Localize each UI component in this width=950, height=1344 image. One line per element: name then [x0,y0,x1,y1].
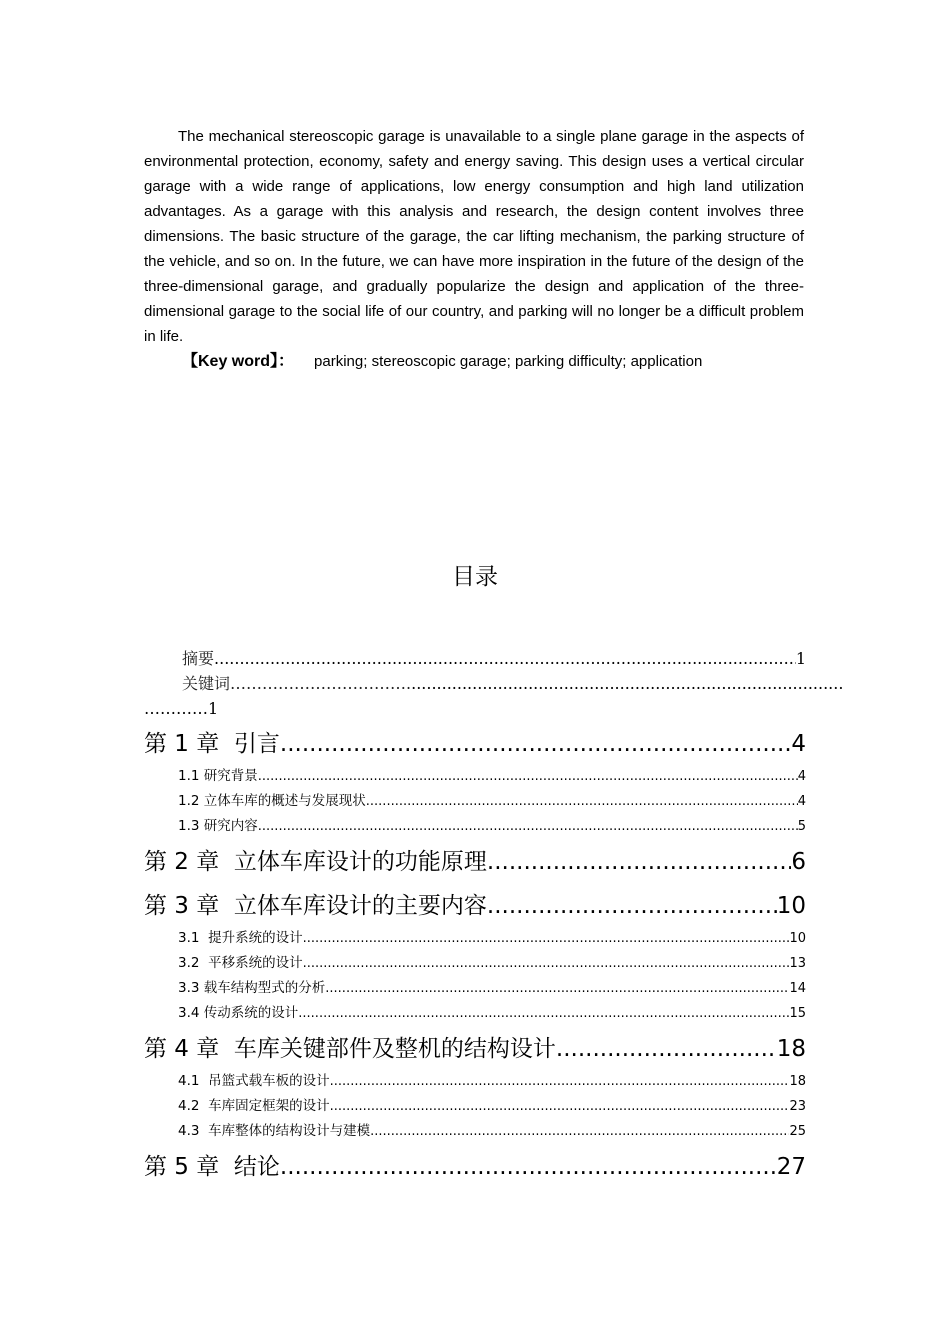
toc-leader-ellipsis: ……………………………. [230,674,412,693]
chapter-number: 第 3 章 [144,893,220,919]
section-page: 25 [789,1124,806,1139]
toc-leader-dots [214,646,796,671]
section-title: 载车结构型式的分析 [203,980,326,996]
toc-title: 目录 [452,564,498,590]
section-title: 提升系统的设计 [208,930,303,946]
toc-chapter-4[interactable] [144,1034,806,1064]
toc-chapter-1[interactable] [144,729,806,759]
section-number: 3.3 [178,980,200,996]
chapter-page: 18 [776,1036,806,1062]
toc-leader-dots [303,951,790,976]
toc-entry-label: 摘要 [182,649,215,668]
chapter-page: 4 [791,731,806,757]
section-number: 3.1 [178,930,200,946]
toc-leader-dots [280,729,791,759]
section-title: 研究内容 [203,818,258,834]
chapter-title: 立体车库设计的功能原理 [233,849,487,875]
toc-leader-dots [366,789,798,814]
section-page: 10 [789,931,806,946]
chapter-title: 立体车库设计的主要内容 [233,893,487,919]
toc-section-1-3[interactable] [144,814,806,839]
section-title: 研究背景 [203,768,258,784]
abstract-paragraph: The mechanical stereoscopic garage is unavailable to a single plane garage in the aspects of environmental protection, economy, safety and energy saving. This design uses a vertical circular garage with a wide range of applications, low energy consumption and high land utilization advantages. As a garage with this analysis and research, the design content involves three dimensions. The basic structure of the garage, the car lifting mechanism, the parking structure of the vehicle, and so on. In the future, we can have more inspiration in the future of the design of the three-dimensional garage, and gradually popularize the design and application of the three-dimensional garage to the social life of our country, and parking will no longer be a difficult problem in life. [144,128,804,345]
toc-section-3-2[interactable] [144,951,806,976]
toc-section-3-1[interactable] [144,926,806,951]
toc-entry-label: 关键词 [182,674,231,693]
section-page: 4 [797,769,806,784]
chapter-title: 结论 [233,1154,280,1180]
toc-section-1-1[interactable] [144,764,806,789]
toc-leader-dots [280,1152,777,1182]
toc-leader-dots [258,814,798,839]
section-page: 23 [789,1099,806,1114]
toc-leader-dots [556,1034,777,1064]
toc-leader-dots [303,926,790,951]
toc-chapter-2[interactable] [144,847,806,877]
chapter-number: 第 2 章 [144,849,220,875]
toc-section-1-2[interactable] [144,789,806,814]
section-number: 4.3 [178,1123,200,1139]
section-number: 1.3 [178,818,200,834]
toc-leader-dots [411,671,844,696]
section-number: 4.2 [178,1098,200,1114]
toc-entry-page: 1 [208,699,219,718]
toc-chapter-3[interactable] [144,891,806,921]
toc-leader-dots [370,1119,789,1144]
section-title: 车库整体的结构设计与建模 [208,1123,371,1139]
section-number: 1.2 [178,793,200,809]
toc-leader-dots [330,1069,790,1094]
chapter-page: 27 [776,1154,806,1180]
toc-leader-dots [330,1094,790,1119]
toc-entry-page: 1 [795,649,806,668]
section-title: 立体车库的概述与发展现状 [203,793,366,809]
toc-entry-abstract[interactable] [144,646,806,671]
toc-leader-dots [325,976,789,1001]
chapter-number: 第 4 章 [144,1036,220,1062]
chapter-title: 引言 [233,731,280,757]
toc-section-3-4[interactable] [144,1001,806,1026]
toc-leader-dots [487,891,777,921]
section-number: 4.1 [178,1073,200,1089]
toc-chapter-5[interactable] [144,1152,806,1182]
chapter-number: 第 5 章 [144,1154,220,1180]
section-page: 5 [797,819,806,834]
toc-section-4-2[interactable] [144,1094,806,1119]
chapter-number: 第 1 章 [144,731,220,757]
keywords-line [182,349,702,374]
toc-leader-dots [258,764,798,789]
chapter-title: 车库关键部件及整机的结构设计 [233,1036,556,1062]
toc-section-4-1[interactable] [144,1069,806,1094]
section-page: 15 [789,1006,806,1021]
chapter-page: 6 [791,849,806,875]
section-page: 4 [797,794,806,809]
chapter-page: 10 [776,893,806,919]
toc-leader-dots [487,847,791,877]
abstract-block [144,124,804,349]
section-title: 吊篮式载车板的设计 [208,1073,330,1089]
toc-entry-keywords-continuation[interactable] [144,696,806,721]
toc-entry-keywords[interactable] [144,671,844,696]
toc-leader-dots [298,1001,789,1026]
toc-section-3-3[interactable] [144,976,806,1001]
keyword-label: 【Key word】： [182,353,295,370]
table-of-contents [144,646,806,1187]
toc-leader-ellipsis: ………… [144,699,208,718]
section-page: 18 [789,1074,806,1089]
section-number: 3.2 [178,955,200,971]
section-title: 传动系统的设计 [203,1005,299,1021]
toc-section-4-3[interactable] [144,1119,806,1144]
section-page: 14 [789,981,806,996]
section-page: 13 [789,956,806,971]
section-title: 车库固定框架的设计 [208,1098,330,1114]
section-number: 3.4 [178,1005,200,1021]
section-number: 1.1 [178,768,200,784]
section-title: 平移系统的设计 [208,955,303,971]
keyword-values: parking; stereoscopic garage; parking difficulty; application [314,353,703,370]
